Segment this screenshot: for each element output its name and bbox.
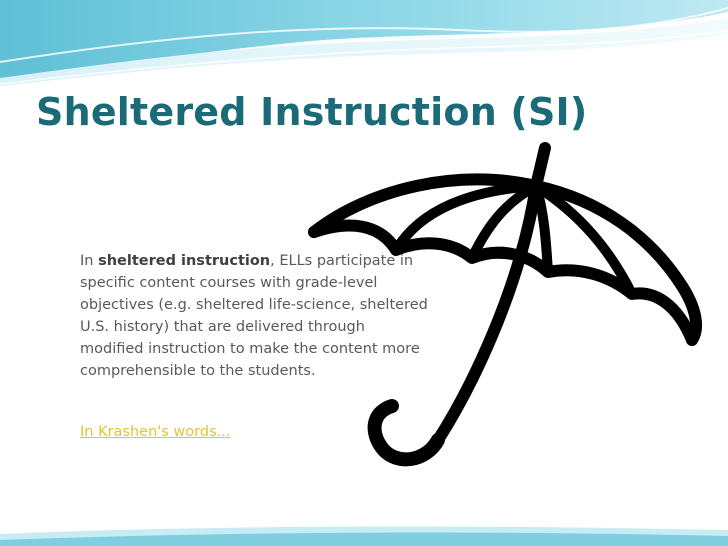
header-wave-decoration [0, 0, 728, 90]
body-key-term: sheltered instruction [98, 253, 271, 269]
body-rest: , ELLs participate in specific content courses with grade-level objectives (e.g. sheltered life-science, sheltered U.S. history) that are delivered through modified instruction to make the content more comprehensible to the students. [80, 253, 428, 379]
footer-wave-decoration [0, 520, 728, 546]
krashen-link[interactable]: In Krashen's words... [80, 424, 231, 440]
slide-title: Sheltered Instruction (SI) [36, 90, 588, 134]
body-paragraph [80, 250, 430, 382]
body-intro: In [80, 253, 99, 269]
